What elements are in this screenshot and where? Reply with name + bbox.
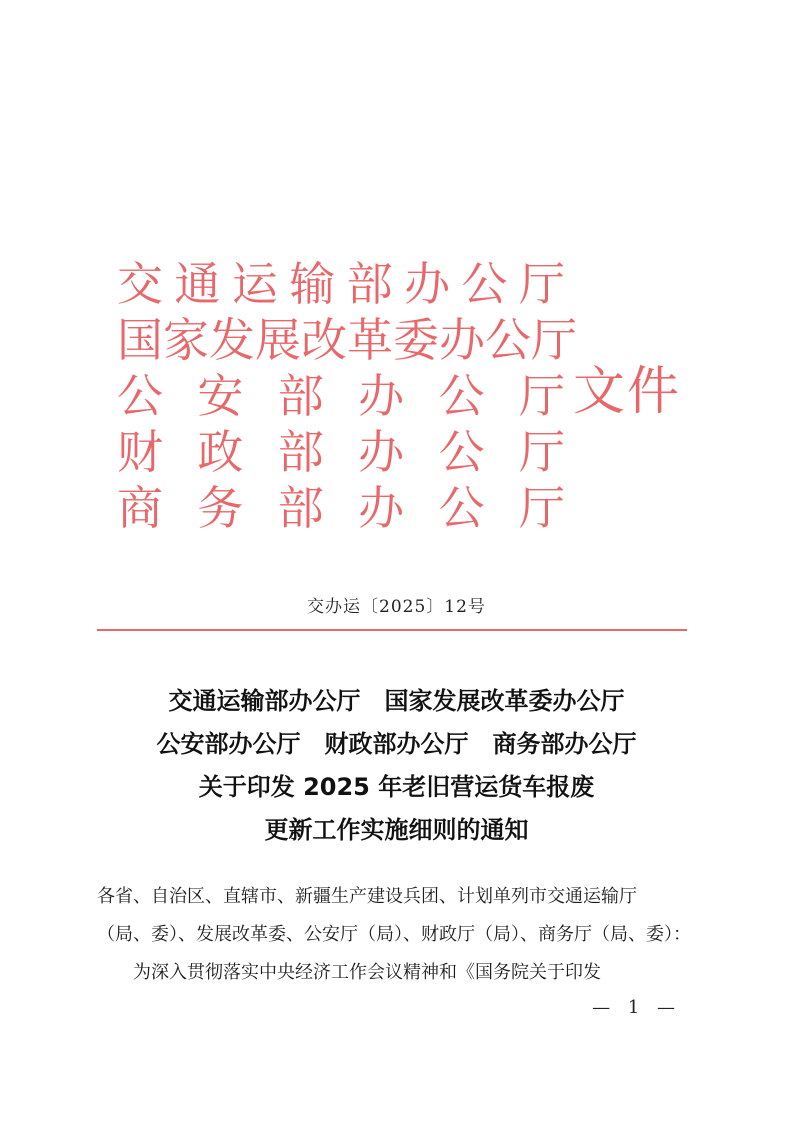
page-number: — 1 — [592,997,681,1018]
agency-char: 办 [358,369,405,423]
title-line-2 [0,723,793,766]
agency-char: 厅 [531,313,577,367]
agency-line-finance [117,426,565,478]
title-agency: 商务部办公厅 [492,730,637,758]
agency-char: 安 [197,369,244,423]
agency-char: 公 [117,369,163,423]
agency-char: 展 [255,313,301,367]
agency-char: 改 [301,313,347,367]
title-agency: 财政部办公厅 [324,730,469,758]
title-agency: 交通运输部办公厅 [168,687,361,715]
agency-char: 通 [174,257,221,311]
document-title [0,680,793,852]
agency-char: 厅 [518,481,565,535]
document-body [97,878,691,992]
agency-char: 交 [117,257,163,311]
agency-line-commerce [117,482,565,534]
agency-char: 部 [277,369,324,423]
title-agency: 国家发展改革委办公厅 [384,687,625,715]
agency-char: 部 [277,481,324,535]
agency-char: 政 [197,425,244,479]
agency-char: 委 [393,313,439,367]
agency-char: 厅 [518,257,565,311]
agency-char: 办 [358,481,405,535]
agency-char: 输 [289,257,336,311]
document-label: 文件 [573,362,682,422]
agency-char: 部 [277,425,324,479]
agency-char: 办 [439,313,485,367]
agency-char: 公 [438,369,485,423]
agency-line-transport [117,258,565,310]
agency-char: 厅 [518,425,565,479]
agency-char: 公 [485,313,531,367]
agency-line-public-security [117,370,565,422]
agency-char: 办 [358,425,405,479]
title-line-4: 更新工作实施细则的通知 [264,816,529,844]
agency-char: 公 [438,481,485,535]
title-agency: 公安部办公厅 [156,730,301,758]
agency-char: 运 [231,257,278,311]
red-divider-line [97,629,687,631]
agency-char: 发 [209,313,255,367]
agency-char: 厅 [518,369,565,423]
agency-line-ndrc [117,313,577,367]
agency-char: 公 [438,425,485,479]
agency-char: 务 [197,481,244,535]
agency-char: 国 [117,313,163,367]
agency-char: 革 [347,313,393,367]
agency-char: 家 [163,313,209,367]
title-line-3: 关于印发 2025 年老旧营运货车报废 [198,773,595,801]
title-line-1 [0,680,793,723]
agency-char: 商 [117,481,163,535]
agency-char: 公 [461,257,508,311]
document-number: 交办运〔2025〕12号 [307,597,486,617]
agency-char: 财 [117,425,163,479]
agency-char: 办 [404,257,451,311]
paragraph-1: 为深入贯彻落实中央经济工作会议精神和《国务院关于印发 [133,962,601,983]
agency-char: 部 [346,257,393,311]
recipients-line-1: 各省、自治区、直辖市、新疆生产建设兵团、计划单列市交通运输厅 [97,886,637,907]
recipients-line-2: （局、委）、发展改革委、公安厅（局）、财政厅（局）、商务厅（局、委）： [97,924,691,945]
